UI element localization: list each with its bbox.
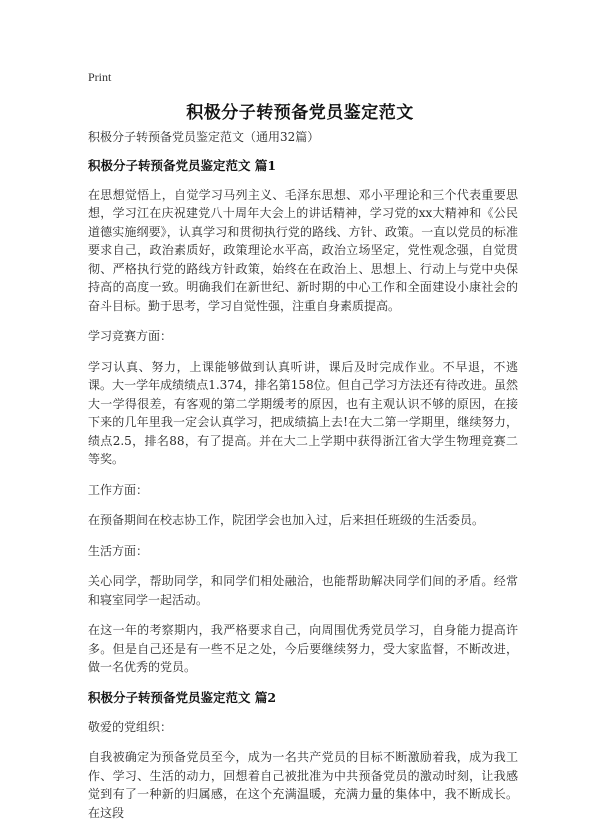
- greeting: 敬爱的党组织：: [88, 719, 173, 734]
- document-title: 积极分子转预备党员鉴定范文: [186, 103, 414, 123]
- document-body: [88, 128, 518, 834]
- label-work: 工作方面：: [88, 482, 149, 497]
- document-subtitle: 积极分子转预备党员鉴定范文（通用32篇）: [88, 130, 320, 144]
- paragraph-summary: 在这一年的考察期内，我严格要求自己，向周围优秀党员学习，自身能力提高许多。但是自己还是有一些不足之处，今后要继续努力，受大家监督，不断改进，做一名优秀的党员。: [88, 623, 518, 674]
- paragraph-ideology: 在思想觉悟上，自觉学习马列主义、毛泽东思想、邓小平理论和三个代表重要思想，学习江在庆祝建党八十周年大会上的讲话精神，学习党的xx大精神和《公民道德实施纲要》，认真学习和贯彻执行党的路线、方针、政策。一直以党员的标准要求自己，政治素质好，政策理论水平高，政治立场坚定，党性观念强，自觉贯彻、严格执行党的路线方针政策，始终在在政治上、思想上、行动上与党中央保持高的高度一致。明确我们在新世纪、新时期的中心工作和全面建设小康社会的奋斗目标。勤于思考，学习自觉性强，注重自身素质提高。: [88, 187, 518, 313]
- label-life: 生活方面：: [88, 543, 149, 558]
- paragraph-study: 学习认真、努力，上课能够做到认真听讲，课后及时完成作业。不早退，不逃课。大一学年成绩绩点1.374，排名第158位。但自己学习方法还有待改进。虽然大一学得很差，有客观的第二学期缓考的原因，也有主观认识不够的原因，在接下来的几年里我一定会认真学习，把成绩搞上去!在大二第一学期里，继续努力，绩点2.5，排名88，有了提高。并在大二上学期中获得浙江省大学生物理竞赛二等奖。: [88, 359, 518, 466]
- section-heading-2: 积极分子转预备党员鉴定范文 篇2: [88, 689, 277, 705]
- paragraph-work: 在预备期间在校志协工作，院团学会也加入过，后来担任班级的生活委员。: [88, 513, 485, 527]
- paragraph-intro: 自我被确定为预备党员至今，成为一名共产党员的目标不断激励着我，成为我工作、学习、生活的动力，回想着自己被批准为中共预备党员的激动时刻，让我感觉到有了一种新的归属感，在这个充满温暖，充满力量的集体中，我不断成长。在这段: [88, 750, 518, 820]
- paragraph-life: 关心同学，帮助同学，和同学们相处融洽，也能帮助解决同学们间的矛盾。经常和寝室同学一起活动。: [88, 574, 518, 607]
- print-label[interactable]: Print: [88, 70, 112, 84]
- section-heading-1: 积极分子转预备党员鉴定范文 篇1: [88, 157, 277, 173]
- label-study: 学习竞赛方面：: [88, 329, 173, 343]
